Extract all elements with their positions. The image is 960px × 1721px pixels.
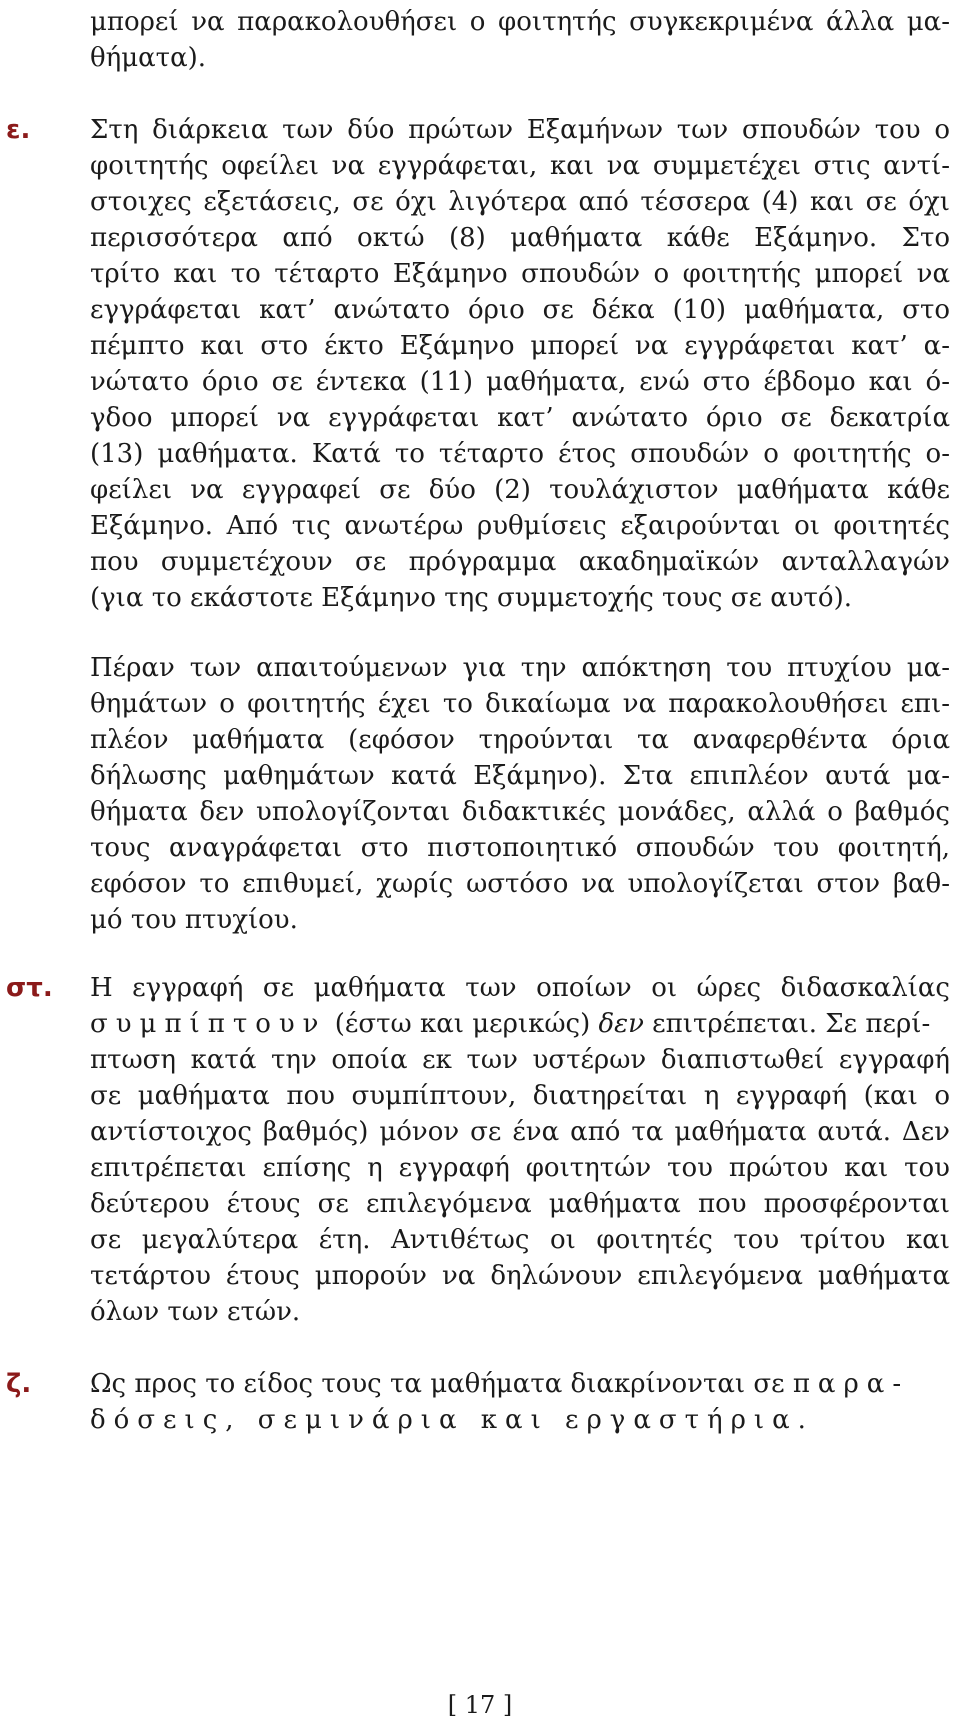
paragraph-line: μό του πτυχίου. <box>90 905 298 935</box>
paragraph-line: εγγράφεται κατ’ ανώτατο όριο σε δέκα (10) μαθήματα, στο <box>90 295 950 325</box>
text-run: Ως προς το είδος τους τα μαθήματα διακρίνονται σε <box>90 1369 793 1399</box>
paragraph-line <box>90 1364 950 1404</box>
spaced-emphasis: παρα- <box>792 1369 910 1399</box>
paragraph-line: πτωση κατά την οποία εκ των υστέρων διαπιστωθεί εγγραφή <box>90 1045 950 1075</box>
paragraph-line: Πέραν των απαιτούμενων για την απόκτηση του πτυχίου μα- <box>90 653 950 683</box>
paragraph-line: σε μαθήματα που συμπίπτουν, διατηρείται η εγγραφή (και ο <box>90 1081 950 1111</box>
paragraph-line: δεύτερου έτους σε επιλεγόμενα μαθήματα που προσφέρονται <box>90 1189 950 1219</box>
paragraph-line: Η εγγραφή σε μαθήματα των οποίων οι ώρες διδασκαλίας <box>90 973 950 1003</box>
paragraph-line: φοιτητής οφείλει να εγγράφεται, και να συμμετέχει στις αντί- <box>90 151 950 181</box>
paragraph-line: σε μεγαλύτερα έτη. Αντιθέτως οι φοιτητές του τρίτου και <box>90 1225 950 1255</box>
paragraph-line: (για το εκάστοτε Εξάμηνο της συμμετοχής τους σε αυτό). <box>90 583 852 613</box>
paragraph-line: θήματα δεν υπολογίζονται διδακτικές μονάδες, αλλά ο βαθμός <box>90 797 950 827</box>
paragraph-line: εφόσον το επιθυμεί, χωρίς ωστόσο να υπολογίζεται στον βαθ- <box>90 869 950 899</box>
paragraph-line: Εξάμηνο. Από τις ανωτέρω ρυθμίσεις εξαιρούνται οι φοιτητές <box>90 511 950 541</box>
paragraph-line: γδοο μπορεί να εγγράφεται κατ’ ανώτατο όριο σε δεκατρία <box>90 403 950 433</box>
italic-emphasis: δεν <box>598 1009 644 1039</box>
paragraph-line <box>90 1004 950 1044</box>
paragraph-line: επιτρέπεται επίσης η εγγραφή φοιτητών του πρώτου και του <box>90 1153 950 1183</box>
paragraph-line: φείλει να εγγραφεί σε δύο (2) τουλάχιστον μαθήματα κάθε <box>90 475 950 505</box>
paragraph-line: στοιχες εξετάσεις, σε όχι λιγότερα από τέσσερα (4) και σε όχι <box>90 187 950 217</box>
text-run: (έστω και μερικώς) <box>326 1009 599 1039</box>
spaced-emphasis: συμπίπτουν <box>90 1009 327 1039</box>
paragraph-line: τους αναγράφεται στο πιστοποιητικό σπουδών του φοιτητή, <box>90 833 950 863</box>
paragraph-line: που συμμετέχουν σε πρόγραμμα ακαδημαϊκών ανταλλαγών <box>90 547 950 577</box>
list-marker-e: ε. <box>6 115 31 145</box>
paragraph-line: θημάτων ο φοιτητής έχει το δικαίωμα να παρακολουθήσει επι- <box>90 689 950 719</box>
paragraph-line: θήματα). <box>90 43 207 73</box>
paragraph-line: πλέον μαθήματα (εφόσον τηρούνται τα αναφερθέντα όρια <box>90 725 950 755</box>
paragraph-line: μπορεί να παρακολουθήσει ο φοιτητής συγκεκριμένα άλλα μα- <box>90 7 950 37</box>
paragraph-line: Στη διάρκεια των δύο πρώτων Εξαμήνων των σπουδών του ο <box>90 115 950 145</box>
paragraph-line: πέμπτο και στο έκτο Εξάμηνο μπορεί να εγγράφεται κατ’ α- <box>90 331 950 361</box>
paragraph-line: όλων των ετών. <box>90 1297 301 1327</box>
spaced-emphasis: δόσεις, σεμινάρια και εργαστήρια. <box>90 1405 814 1435</box>
paragraph-line: περισσότερα από οκτώ (8) μαθήματα κάθε Εξάμηνο. Στο <box>90 223 950 253</box>
paragraph-line: δήλωσης μαθημάτων κατά Εξάμηνο). Στα επιπλέον αυτά μα- <box>90 761 950 791</box>
text-run: επιτρέπεται. Σε περί- <box>643 1009 931 1039</box>
paragraph-line <box>90 1400 950 1440</box>
list-marker-st: στ. <box>6 973 53 1003</box>
paragraph-line: (13) μαθήματα. Κατά το τέταρτο έτος σπουδών ο φοιτητής ο- <box>90 439 950 469</box>
paragraph-line: νώτατο όριο σε έντεκα (11) μαθήματα, ενώ στο έβδομο και ό- <box>90 367 950 397</box>
paragraph-line: τετάρτου έτους μπορούν να δηλώνουν επιλεγόμενα μαθήματα <box>90 1261 950 1291</box>
list-marker-z: ζ. <box>6 1369 32 1399</box>
page-number: [ 17 ] <box>447 1691 513 1719</box>
paragraph-line: αντίστοιχος βαθμός) μόνον σε ένα από τα μαθήματα αυτά. Δεν <box>90 1117 950 1147</box>
paragraph-line: τρίτο και το τέταρτο Εξάμηνο σπουδών ο φοιτητής μπορεί να <box>90 259 950 289</box>
